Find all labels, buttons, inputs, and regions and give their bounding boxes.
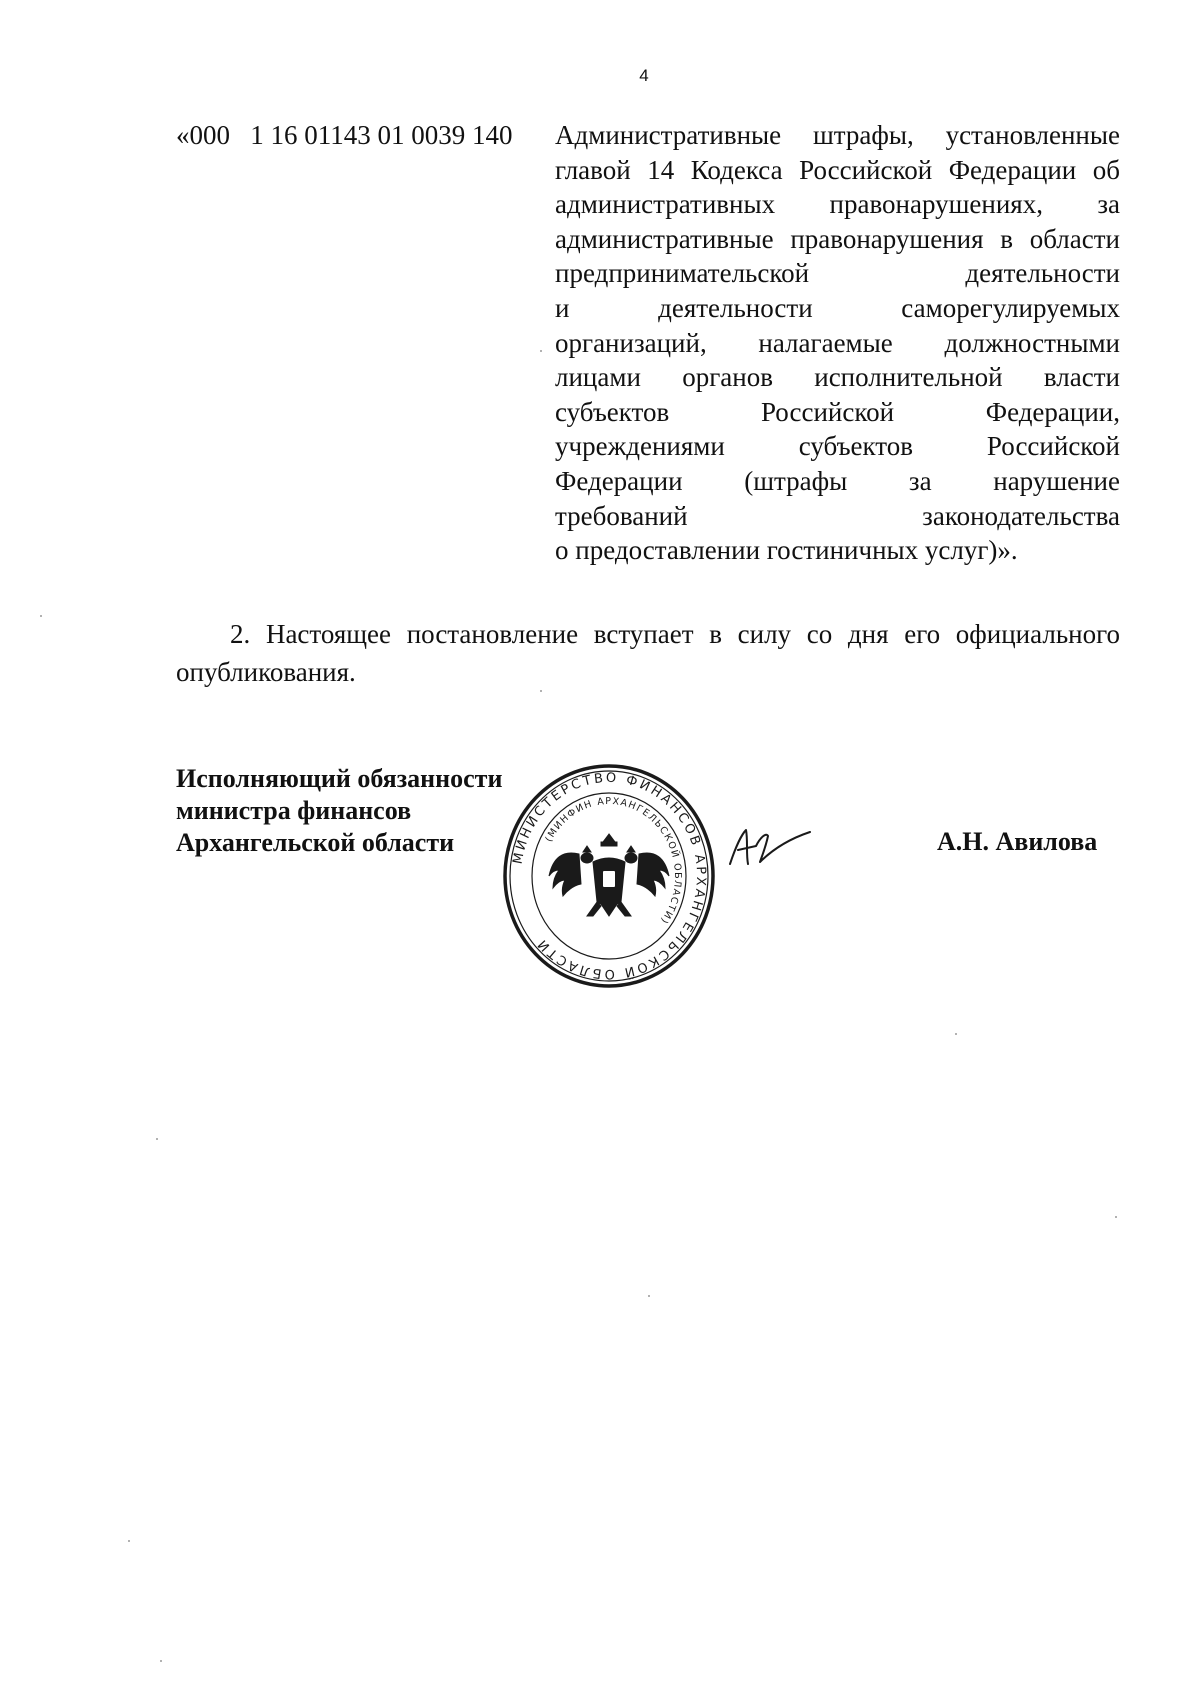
- official-seal: [501, 762, 717, 990]
- description-line: о предоставлении гостиничных услуг)».: [555, 535, 1018, 566]
- code-description: [555, 118, 1120, 568]
- description-line: административных правонарушениях, за: [555, 189, 1120, 220]
- handwritten-signature: [726, 826, 812, 870]
- description-line: организаций, налагаемые должностными: [555, 327, 1120, 358]
- signatory-name: А.Н. Авилова: [937, 827, 1098, 856]
- signatory-title-line: Архангельской области: [176, 828, 455, 857]
- scan-speck: [160, 1660, 162, 1662]
- description-line: Федерации (штрафы за нарушение: [555, 465, 1120, 496]
- budget-code: «000 1 16 01143 01 0039 140: [176, 120, 513, 150]
- effective-date-paragraph: 2. Настоящее постановление вступает в силу со дня его официального опубликования.: [176, 619, 1120, 687]
- signatory-title: [176, 763, 502, 859]
- description-line: требований законодательства: [555, 500, 1120, 531]
- scan-speck: [648, 1295, 650, 1297]
- description-line: лицами органов исполнительной власти: [555, 362, 1120, 393]
- description-line: административные правонарушения в области: [555, 223, 1120, 254]
- scan-speck: [128, 1540, 130, 1542]
- signatory-title-line: министра финансов: [176, 796, 412, 825]
- description-line: учреждениями субъектов Российской: [555, 431, 1120, 462]
- eagle-emblem-icon: [549, 834, 669, 916]
- scan-speck: [540, 690, 542, 692]
- seal-inner-text: (МИНФИН АРХАНГЕЛЬСКОЙ ОБЛАСТИ): [543, 795, 684, 927]
- description-line: Административные штрафы, установленные: [555, 120, 1120, 150]
- description-line: и деятельности саморегулируемых: [555, 292, 1120, 323]
- description-line: субъектов Российской Федерации,: [555, 396, 1120, 427]
- seal-outer-text: МИНИСТЕРСТВО ФИНАНСОВ АРХАНГЕЛЬСКОЙ ОБЛАСТИ: [510, 770, 709, 982]
- scan-speck: [955, 1033, 957, 1035]
- scan-speck: [1115, 1216, 1117, 1218]
- description-line: главой 14 Кодекса Российской Федерации об: [555, 154, 1120, 185]
- description-line: предпринимательской деятельности: [555, 258, 1120, 289]
- scan-speck: [40, 615, 42, 617]
- scan-speck: [156, 1138, 158, 1140]
- signatory-title-line: Исполняющий обязанности: [176, 764, 503, 793]
- scan-speck: [540, 350, 542, 352]
- page-number: 4: [639, 66, 649, 85]
